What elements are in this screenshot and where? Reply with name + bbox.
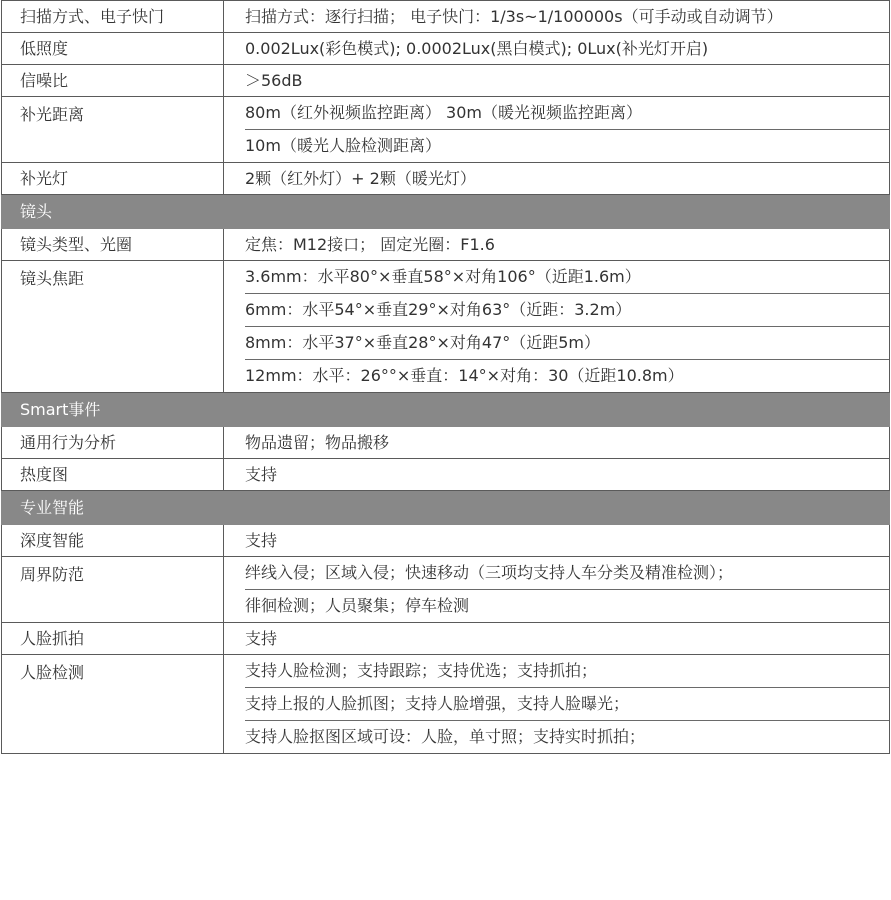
- section-title: 镜头: [2, 195, 890, 229]
- table-row: [2, 655, 890, 754]
- row-key: 信噪比: [2, 65, 224, 97]
- row-value: [224, 261, 890, 393]
- spec-table: [1, 0, 890, 754]
- table-row: [2, 557, 890, 623]
- table-row: [2, 623, 890, 655]
- row-value: 扫描方式：逐行扫描； 电子快门：1/3s~1/100000s（可手动或自动调节）: [224, 1, 890, 33]
- value-line: 支持人脸检测；支持跟踪；支持优选；支持抓拍；: [245, 655, 889, 688]
- row-value: 支持: [224, 459, 890, 491]
- value-line: 支持上报的人脸抓图；支持人脸增强，支持人脸曝光；: [245, 688, 889, 721]
- row-key: 人脸抓拍: [2, 623, 224, 655]
- table-row: [2, 97, 890, 163]
- row-value: 物品遗留；物品搬移: [224, 427, 890, 459]
- table-row: [2, 1, 890, 33]
- value-line: 8mm：水平37°×垂直28°×对角47°（近距5m）: [245, 327, 889, 360]
- row-key: 人脸检测: [2, 655, 224, 754]
- row-value: 0.002Lux(彩色模式); 0.0002Lux(黑白模式); 0Lux(补光灯开启): [224, 33, 890, 65]
- section-header-pro: [2, 491, 890, 525]
- row-value: 2颗（红外灯）+ 2颗（暖光灯）: [224, 163, 890, 195]
- table-row: [2, 459, 890, 491]
- row-value: 定焦：M12接口； 固定光圈：F1.6: [224, 229, 890, 261]
- section-title: 专业智能: [2, 491, 890, 525]
- value-line: 徘徊检测；人员聚集；停车检测: [245, 596, 470, 615]
- row-key: 周界防范: [2, 557, 224, 623]
- row-value: [224, 97, 890, 163]
- table-row: [2, 229, 890, 261]
- row-value: 支持: [224, 525, 890, 557]
- value-line: 绊线入侵；区域入侵；快速移动（三项均支持人车分类及精准检测）；: [245, 557, 889, 590]
- row-key: 通用行为分析: [2, 427, 224, 459]
- value-line: 6mm：水平54°×垂直29°×对角63°（近距：3.2m）: [245, 294, 889, 327]
- row-key: 扫描方式、电子快门: [2, 1, 224, 33]
- row-value: [224, 655, 890, 754]
- row-key: 补光距离: [2, 97, 224, 163]
- table-row: [2, 427, 890, 459]
- value-line: 10m（暖光人脸检测距离）: [245, 136, 441, 155]
- row-key: 深度智能: [2, 525, 224, 557]
- table-row: [2, 525, 890, 557]
- row-key: 低照度: [2, 33, 224, 65]
- value-line: 支持人脸抠图区域可设：人脸，单寸照；支持实时抓拍；: [245, 727, 646, 746]
- row-value: 支持: [224, 623, 890, 655]
- row-key: 补光灯: [2, 163, 224, 195]
- value-line: 80m（红外视频监控距离） 30m（暖光视频监控距离）: [245, 97, 889, 130]
- section-title: Smart事件: [2, 393, 890, 427]
- row-key: 镜头类型、光圈: [2, 229, 224, 261]
- table-row: [2, 261, 890, 393]
- section-header-lens: [2, 195, 890, 229]
- row-value: [224, 557, 890, 623]
- row-value: ＞56dB: [224, 65, 890, 97]
- value-line: 3.6mm：水平80°×垂直58°×对角106°（近距1.6m）: [245, 261, 889, 294]
- value-line: 12mm：水平：26°°×垂直：14°×对角：30（近距10.8m）: [245, 366, 684, 385]
- section-header-smart: [2, 393, 890, 427]
- table-row: [2, 65, 890, 97]
- table-row: [2, 163, 890, 195]
- row-key: 热度图: [2, 459, 224, 491]
- row-key: 镜头焦距: [2, 261, 224, 393]
- table-row: [2, 33, 890, 65]
